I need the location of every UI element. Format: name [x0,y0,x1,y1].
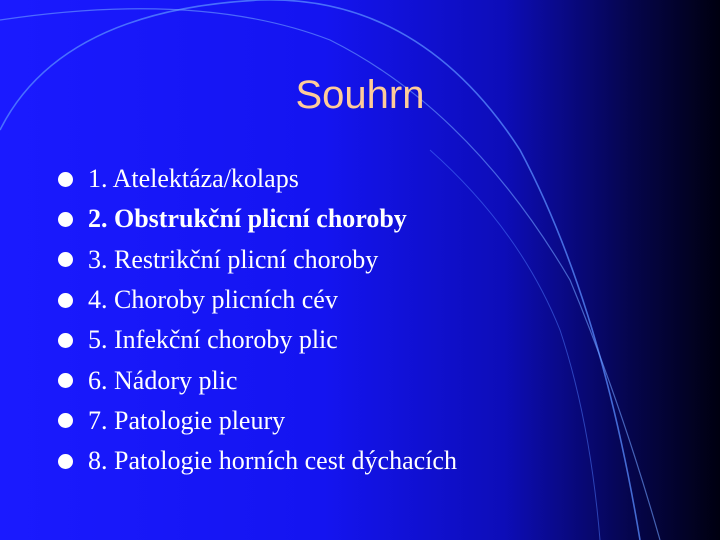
list-item-text: 1. Atelektáza/kolaps [88,164,299,194]
list-item [58,240,457,280]
list-item-text: 2. Obstrukční plicní choroby [88,204,407,234]
list-item [58,199,457,239]
bullet-icon [58,413,73,428]
list-item [58,280,457,320]
bullet-icon [58,172,73,187]
list-item-text: 7. Patologie pleury [88,405,286,435]
list-item-text: 5. Infekční choroby plic [88,325,338,355]
list-item-text: 8. Patologie horních cest dýchacích [88,446,457,476]
bullet-icon [58,373,73,388]
list-item [58,320,457,360]
list-item-text: 3. Restrikční plicní choroby [88,244,379,274]
bullet-icon [58,252,73,267]
list-item [58,159,457,199]
bullet-icon [58,454,73,469]
list-item-text: 4. Choroby plicních cév [88,285,338,315]
bullet-icon [58,212,73,227]
list-item [58,401,457,441]
slide-title-text: Souhrn [295,73,425,117]
bullet-icon [58,293,73,308]
list-item [58,360,457,400]
slide-title [0,72,720,118]
list-item-text: 6. Nádory plic [88,365,238,395]
list-item [58,441,457,481]
bullet-list [58,159,457,481]
bullet-icon [58,333,73,348]
